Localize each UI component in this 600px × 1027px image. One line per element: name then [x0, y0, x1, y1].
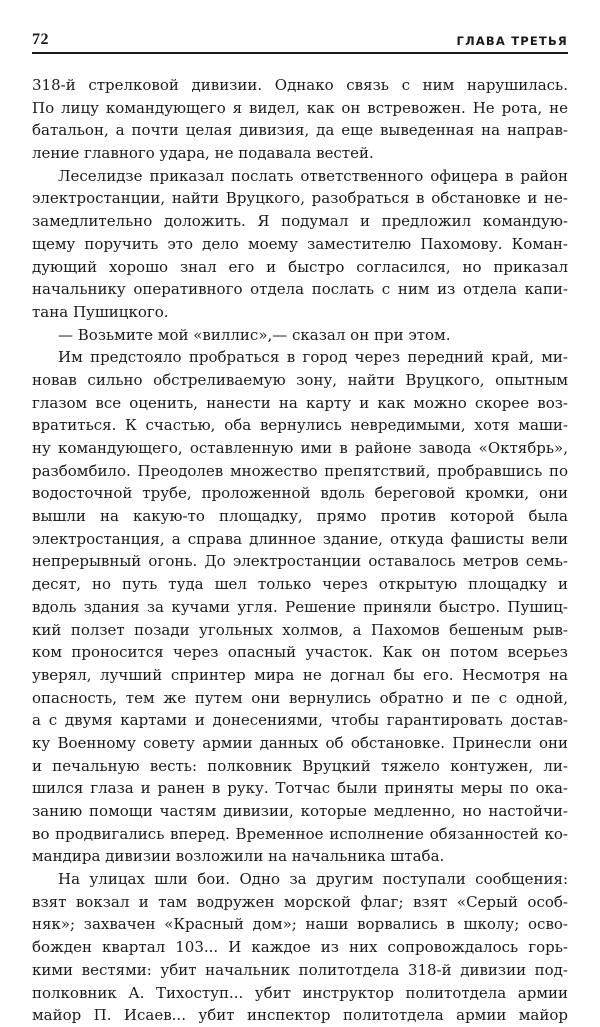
text-line: водосточной трубе, проложенной вдоль береговой кромки, они — [32, 484, 568, 503]
text-line: и печальную весть: полковник Вруцкий тяжело контужен, ли- — [32, 756, 568, 775]
text-line: а с двумя картами и донесениями, чтобы гарантировать достав- — [32, 711, 568, 730]
text-line: майор П. Исаев... убит инспектор политотдела армии майор — [32, 1006, 568, 1025]
running-head-chapter: ГЛАВА ТРЕТЬЯ — [456, 34, 568, 48]
text-line: вышли на какую-то площадку, прямо против которой была — [32, 507, 568, 526]
text-line: электростанция, а справа длинное здание, откуда фашисты вели — [32, 529, 568, 548]
text-line: вратиться. К счастью, оба вернулись невредимыми, хотя маши- — [32, 416, 568, 435]
text-line: новав сильно обстреливаемую зону, найти Вруцкого, опытным — [32, 370, 568, 389]
text-line: шился глаза и ранен в руку. Тотчас были приняты меры по ока- — [32, 779, 568, 798]
text-line: мандира дивизии возложили на начальника штаба. — [32, 847, 445, 866]
text-line: взят вокзал и там водружен морской флаг; взят «Серый особ- — [32, 892, 568, 911]
text-line: непрерывный огонь. До электростанции оставалось метров семь- — [32, 552, 568, 571]
text-line: Им предстояло пробраться в город через передний край, ми- — [58, 348, 568, 367]
text-line: батальон, а почти целая дивизия, да еще выведенная на направ- — [32, 121, 568, 140]
text-line: кий ползет позади угольных холмов, а Пахомов бешеным рыв- — [32, 620, 568, 639]
text-line: ление главного удара, не подавала вестей. — [32, 144, 374, 163]
text-line: 318-й стрелковой дивизии. Однако связь с ним нарушилась. — [32, 76, 568, 94]
text-line: щему поручить это дело моему заместителю Пахомову. Коман- — [32, 234, 568, 253]
text-line: разбомбило. Преодолев множество препятствий, пробравшись по — [32, 461, 568, 480]
text-line: ну командующего, оставленную ими в районе завода «Октябрь», — [32, 439, 568, 457]
text-line: По лицу командующего я видел, как он встревожен. Не рота, не — [32, 98, 568, 117]
text-line: ку Военному совету армии данных об обстановке. Принесли они — [32, 733, 568, 752]
text-line: электростанции, найти Вруцкого, разобраться в обстановке и не- — [32, 189, 568, 208]
text-line: полковник А. Тихоступ... убит инструктор политотдела армии — [32, 983, 568, 1002]
text-line: занию помощи частям дивизии, которые медленно, но настойчи- — [32, 802, 568, 820]
text-line: десят, но путь туда шел только через открытую площадку и — [32, 575, 568, 594]
text-line: божден квартал 103... И каждое из них сопровождалось горь- — [32, 938, 568, 957]
text-line: няк»; захвачен «Красный дом»; наши ворвались в школу; осво- — [32, 915, 568, 934]
text-line: уверял, лучший спринтер мира не догнал бы его. Несмотря на — [32, 665, 568, 684]
text-line: ком проносится через опасный участок. Как он потом всерьез — [32, 643, 568, 662]
text-line: глазом все оценить, нанести на карту и как можно скорее воз- — [32, 393, 568, 412]
text-line: — Возьмите мой «виллис»,— сказал он при этом. — [58, 325, 451, 344]
text-line: Леселидзе приказал послать ответственного офицера в район — [58, 166, 568, 185]
text-line: На улицах шли бои. Одно за другим поступали сообщения: — [58, 870, 568, 889]
text-line: начальнику оперативного отдела послать с ним из отдела капи- — [32, 280, 568, 299]
text-line: кими вестями: убит начальник политотдела 318-й дивизии под- — [32, 960, 568, 979]
text-line: опасность, тем же путем они вернулись обратно и пе с одной, — [32, 688, 568, 707]
text-line: тана Пушицкого. — [32, 302, 169, 321]
text-line: замедлительно доложить. Я подумал и предложил командую- — [32, 212, 568, 231]
body-text — [32, 74, 568, 1027]
text-line: во продвигались вперед. Временное исполнение обязанностей ко- — [32, 824, 568, 843]
page-header — [32, 28, 568, 54]
text-line: дующий хорошо знал его и быстро согласился, но приказал — [32, 257, 568, 276]
text-line: вдоль здания за кучами угля. Решение приняли быстро. Пушиц- — [32, 597, 568, 616]
page-number: 72 — [32, 31, 49, 48]
